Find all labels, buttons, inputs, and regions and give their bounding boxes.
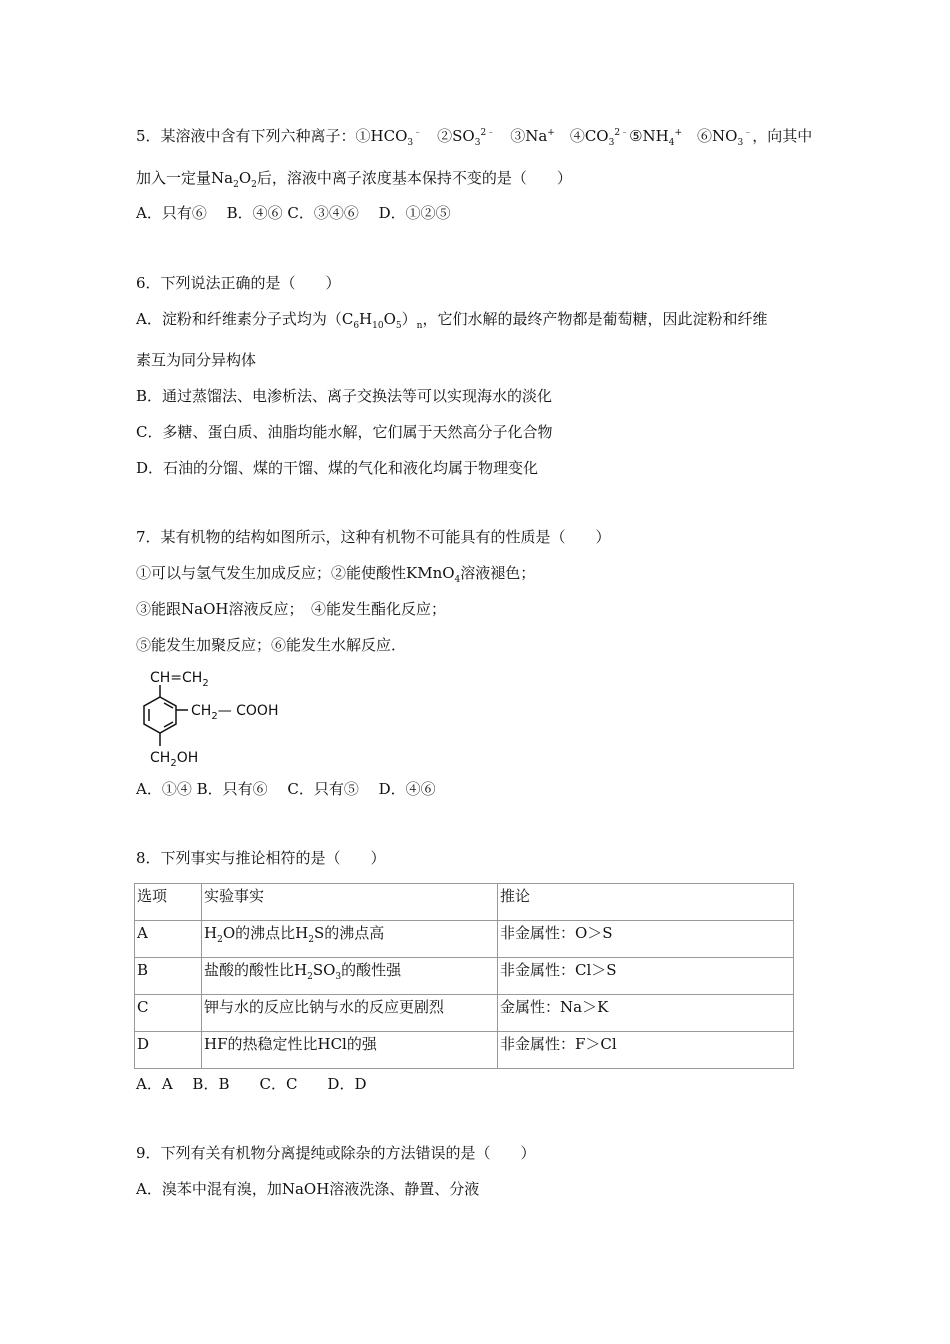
q9-option-a: A．溴苯中混有溴，加NaOH溶液洗涤、静置、分液 bbox=[136, 1180, 480, 1198]
q6-option-c: C．多糖、蛋白质、油脂均能水解，它们属于天然高分子化合物 bbox=[136, 423, 553, 441]
q6-option-a-line2: 素互为同分异构体 bbox=[136, 351, 257, 369]
mol-acetic-group: $CH_2—$ COOH bbox=[191, 703, 279, 722]
table-row bbox=[135, 1032, 794, 1069]
q7-property-3: ⑤能发生加聚反应；⑥能发生水解反应． bbox=[136, 636, 407, 654]
q5-options: A．只有⑥ B．④⑥ C．③④⑥ D．①②⑤ bbox=[136, 204, 451, 222]
table-cell-fact: $H_2O$的沸点比$H_2S$的沸点高 bbox=[202, 921, 498, 958]
table-cell-fact: 钾与水的反应比钠与水的反应更剧烈 bbox=[202, 995, 498, 1032]
q7-property-2: ③能跟NaOH溶液反应； ④能发生酯化反应； bbox=[136, 600, 446, 618]
q8-stem: 8．下列事实与推论相符的是（ ） bbox=[136, 849, 386, 867]
mol-hydroxymethyl-group: $CH_2OH$ bbox=[150, 750, 199, 769]
table-cell-inference: 非金属性：Cl＞S bbox=[498, 958, 794, 995]
q5-line2: 加入一定量$Na_2O_2$后，溶液中离子浓度基本保持不变的是（ ） bbox=[136, 169, 572, 190]
table-cell-fact: 盐酸的酸性比$H_2SO_3$的酸性强 bbox=[202, 958, 498, 995]
q5-line1: 5．某溶液中含有下列六种离子：$①HCO_3^﹣$ $②SO_3^{2﹣}$ ③Na+ $④CO_3^{2﹣}⑤NH_4^+$ $⑥NO_3^﹣$，向其中 bbox=[136, 127, 813, 148]
q7-options: A．①④ B．只有⑥ C．只有⑤ D．④⑥ bbox=[136, 780, 436, 798]
q8-table bbox=[134, 883, 794, 1069]
table-cell-inference: 非金属性：F＞Cl bbox=[498, 1032, 794, 1069]
table-header-cell: 推论 bbox=[498, 884, 794, 921]
molecule-structure bbox=[138, 664, 288, 772]
table-cell-option: D bbox=[135, 1032, 202, 1069]
q9-stem: 9．下列有关有机物分离提纯或除杂的方法错误的是（ ） bbox=[136, 1144, 536, 1162]
table-cell-option: A bbox=[135, 921, 202, 958]
table-header-cell: 选项 bbox=[135, 884, 202, 921]
q6-option-d: D．石油的分馏、煤的干馏、煤的气化和液化均属于物理变化 bbox=[136, 459, 539, 477]
q6-option-b: B．通过蒸馏法、电渗析法、离子交换法等可以实现海水的淡化 bbox=[136, 387, 553, 405]
table-row bbox=[135, 995, 794, 1032]
table-cell-inference: 非金属性：O＞S bbox=[498, 921, 794, 958]
q6-stem: 6．下列说法正确的是（ ） bbox=[136, 274, 341, 292]
q6-option-a: A．淀粉和纤维素分子式均为$(C_6H_{10}O_5)_n$，它们水解的最终产物都是葡萄糖，因此淀粉和纤维 bbox=[136, 310, 768, 331]
table-row bbox=[135, 921, 794, 958]
table-cell-option: C bbox=[135, 995, 202, 1032]
q7-stem: 7．某有机物的结构如图所示，这种有机物不可能具有的性质是（ ） bbox=[136, 528, 611, 546]
table-cell-option: B bbox=[135, 958, 202, 995]
table-header-cell: 实验事实 bbox=[202, 884, 498, 921]
table-cell-fact: HF的热稳定性比HCl的强 bbox=[202, 1032, 498, 1069]
q8-options: A．A B．B C．C D．D bbox=[136, 1075, 367, 1093]
table-cell-inference: 金属性：Na＞K bbox=[498, 995, 794, 1032]
mol-vinyl-group: $CH=CH_2$ bbox=[150, 670, 209, 689]
q7-property-1: ①可以与氢气发生加成反应；②能使酸性KMnO$_4$溶液褪色； bbox=[136, 564, 536, 585]
table-header-row bbox=[135, 884, 794, 921]
table-row bbox=[135, 958, 794, 995]
